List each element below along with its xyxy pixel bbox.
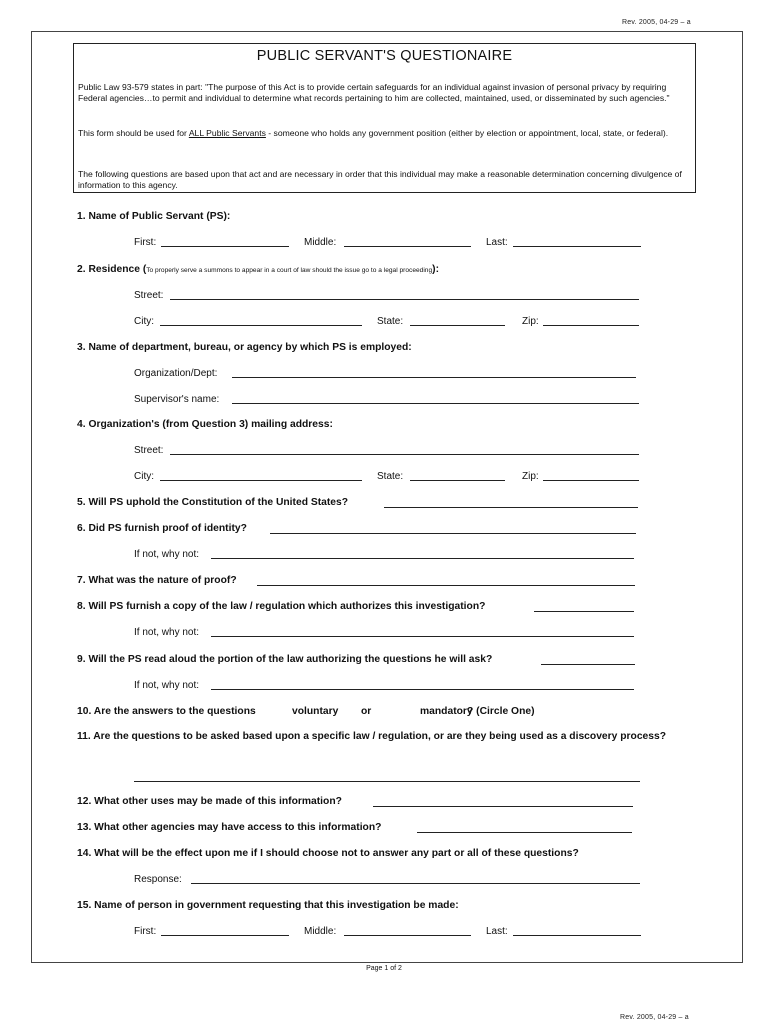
form-title: PUBLIC SERVANT'S QUESTIONAIRE — [256, 48, 513, 64]
q4-state-label: State: — [377, 471, 404, 482]
q6-ifnot-field[interactable] — [211, 558, 634, 559]
q7-answer-field[interactable] — [257, 585, 635, 586]
revision-top: Rev. 2005, 04-29 – a — [622, 19, 691, 26]
question-15: 15. Name of person in government requesting that this investigation be made: — [77, 900, 459, 911]
question-2 — [77, 264, 439, 275]
q4-street-label: Street: — [134, 445, 164, 456]
intro-paragraph-3: The following questions are based upon that act and are necessary in order that this individual may make a reasonable determination concerning divulgence of information to this agency. — [78, 169, 682, 190]
q2-state-field[interactable] — [410, 325, 505, 326]
q8-ifnot-field[interactable] — [211, 636, 634, 637]
q1-last-field[interactable] — [513, 246, 641, 247]
intro-paragraph-1: Public Law 93-579 states in part: "The purpose of this Act is to provide certain safeguards for an individual against invasion of personal privacy by requiring Federal agencies…to permit and individual to determine what records pertaining to him are collected, maintained, used, or disseminated by such agencies." — [78, 82, 670, 103]
q3-supervisor-field[interactable] — [232, 403, 639, 404]
header-box — [73, 43, 696, 193]
q2-street-label: Street: — [134, 290, 164, 301]
q1-last-label: Last: — [486, 237, 508, 248]
q2-city-field[interactable] — [160, 325, 362, 326]
intro-p2-underlined: ALL Public Servants — [188, 128, 266, 138]
q5-answer-field[interactable] — [384, 507, 638, 508]
q8-answer-field[interactable] — [534, 611, 634, 612]
question-7: 7. What was the nature of proof? — [77, 575, 237, 586]
q15-first-label: First: — [134, 926, 157, 937]
q4-city-label: City: — [134, 471, 154, 482]
q9-answer-field[interactable] — [541, 664, 635, 665]
q4-zip-label: Zip: — [522, 471, 539, 482]
q1-first-field[interactable] — [161, 246, 289, 247]
question-8: 8. Will PS furnish a copy of the law / regulation which authorizes this investigation? — [77, 601, 486, 612]
q1-middle-field[interactable] — [344, 246, 471, 247]
q4-street-field[interactable] — [170, 454, 639, 455]
q15-last-label: Last: — [486, 926, 508, 937]
intro-paragraph-2 — [78, 128, 690, 139]
q11-answer-field[interactable] — [134, 781, 640, 782]
q2-note: To properly serve a summons to appear in a court of law should the issue go to a legal proceeding — [146, 267, 433, 274]
question-3: 3. Name of department, bureau, or agency by which PS is employed: — [77, 342, 412, 353]
q4-zip-field[interactable] — [543, 480, 639, 481]
q3-supervisor-label: Supervisor's name: — [134, 394, 220, 405]
question-9: 9. Will the PS read aloud the portion of the law authorizing the questions he will ask? — [77, 654, 493, 665]
q14-response-field[interactable] — [191, 883, 640, 884]
question-5: 5. Will PS uphold the Constitution of the United States? — [77, 497, 349, 508]
q2-zip-label: Zip: — [522, 316, 539, 327]
q1-middle-label: Middle: — [304, 237, 337, 248]
q3-org-field[interactable] — [232, 377, 636, 378]
question-12: 12. What other uses may be made of this information? — [77, 796, 342, 807]
q1-first-label: First: — [134, 237, 157, 248]
q15-first-field[interactable] — [161, 935, 289, 936]
q4-state-field[interactable] — [410, 480, 505, 481]
q6-answer-field[interactable] — [270, 533, 636, 534]
question-10: 10. Are the answers to the questions — [77, 706, 256, 717]
q2-street-field[interactable] — [170, 299, 639, 300]
q10-option-voluntary[interactable]: voluntary — [292, 706, 339, 717]
q15-middle-field[interactable] — [344, 935, 471, 936]
question-14: 14. What will be the effect upon me if I should choose not to answer any part or all of these questions? — [77, 848, 579, 859]
q10-circle-one: ? (Circle One) — [467, 706, 535, 717]
q10-option-mandatory[interactable]: mandatory — [420, 706, 473, 717]
question-6: 6. Did PS furnish proof of identity? — [77, 523, 247, 534]
q12-answer-field[interactable] — [373, 806, 633, 807]
question-13: 13. What other agencies may have access to this information? — [77, 822, 382, 833]
q4-city-field[interactable] — [160, 480, 362, 481]
q2-zip-field[interactable] — [543, 325, 639, 326]
question-1: 1. Name of Public Servant (PS): — [77, 211, 231, 222]
q15-last-field[interactable] — [513, 935, 641, 936]
page-number: Page 1 of 2 — [366, 965, 402, 972]
q9-ifnot-field[interactable] — [211, 689, 634, 690]
q2-close: ): — [432, 264, 440, 275]
q3-org-label: Organization/Dept: — [134, 368, 218, 379]
q13-answer-field[interactable] — [417, 832, 632, 833]
q8-ifnot-label: If not, why not: — [134, 627, 200, 638]
question-11: 11. Are the questions to be asked based upon a specific law / regulation, or are they being used as a discovery process? — [77, 731, 667, 742]
q14-response-label: Response: — [134, 874, 182, 885]
q2-city-label: City: — [134, 316, 154, 327]
revision-bottom: Rev. 2005, 04-29 – a — [620, 1014, 689, 1021]
intro-p2-start: This form should be used for — [78, 128, 189, 138]
q2-text: 2. Residence ( — [77, 264, 147, 275]
q10-or: or — [361, 706, 372, 717]
q15-middle-label: Middle: — [304, 926, 337, 937]
q2-state-label: State: — [377, 316, 404, 327]
q6-ifnot-label: If not, why not: — [134, 549, 200, 560]
q9-ifnot-label: If not, why not: — [134, 680, 200, 691]
question-4: 4. Organization's (from Question 3) mailing address: — [77, 419, 333, 430]
intro-p2-end: - someone who holds any government position (either by election or appointment, local, state, or federal). — [265, 128, 669, 138]
